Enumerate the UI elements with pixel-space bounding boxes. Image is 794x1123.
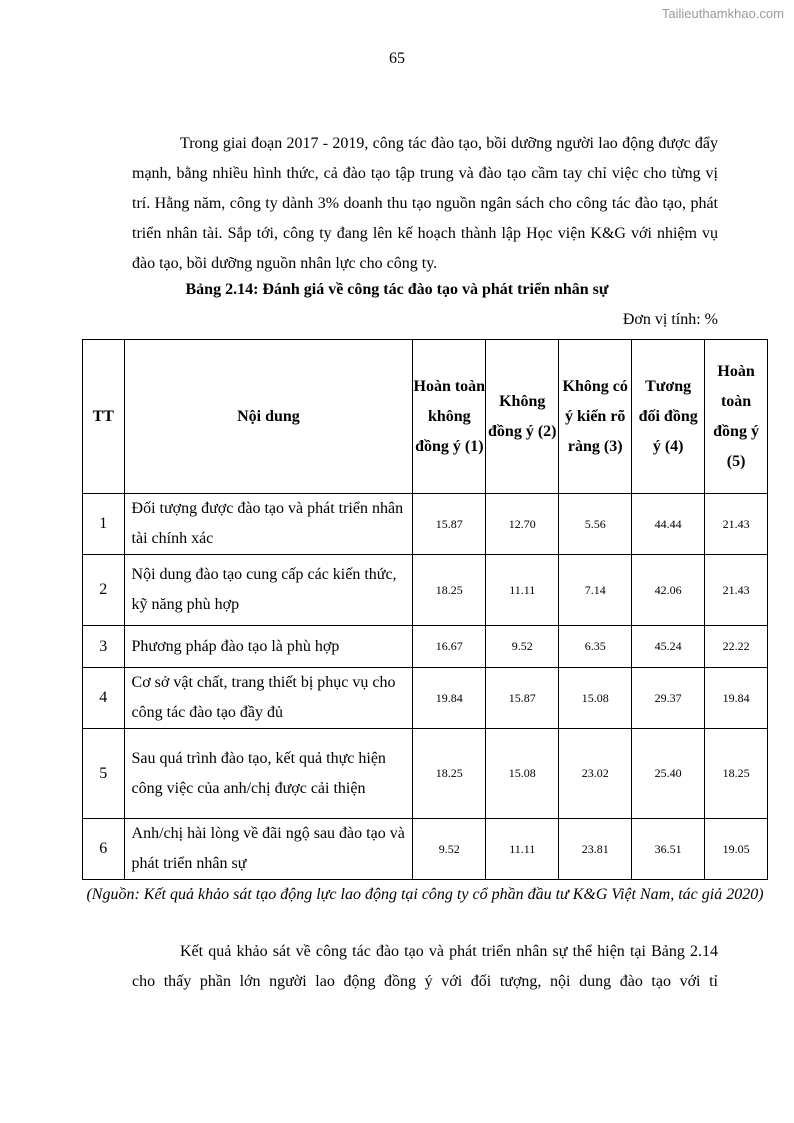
value-cell: 29.37: [632, 668, 705, 729]
value-cell: 45.24: [632, 626, 705, 668]
header-col-3: Không có ý kiến rõ ràng (3): [559, 340, 632, 494]
page-number: 65: [389, 50, 405, 67]
value-cell: 42.06: [632, 555, 705, 626]
header-col-4: Tương đối đồng ý (4): [632, 340, 705, 494]
row-content: Nội dung đào tạo cung cấp các kiến thức, kỹ năng phù hợp: [124, 555, 413, 626]
header-col-2: Không đồng ý (2): [486, 340, 559, 494]
row-number: 4: [83, 668, 125, 729]
table-row: [83, 626, 768, 668]
value-cell: 19.05: [705, 819, 768, 880]
value-cell: 9.52: [413, 819, 486, 880]
row-content: Đối tượng được đào tạo và phát triển nhân tài chính xác: [124, 494, 413, 555]
unit-label: Đơn vị tính: %: [622, 311, 718, 328]
value-cell: 19.84: [413, 668, 486, 729]
value-cell: 23.81: [559, 819, 632, 880]
value-cell: 25.40: [632, 729, 705, 819]
row-number: 2: [83, 555, 125, 626]
value-cell: 9.52: [486, 626, 559, 668]
value-cell: 18.25: [705, 729, 768, 819]
value-cell: 16.67: [413, 626, 486, 668]
table-source-note: (Nguồn: Kết quả khảo sát tạo động lực lao động tại công ty cổ phần đầu tư K&G Việt Nam, tác giả 2020): [86, 886, 764, 903]
row-number: 1: [83, 494, 125, 555]
value-cell: 15.08: [559, 668, 632, 729]
row-number: 5: [83, 729, 125, 819]
value-cell: 44.44: [632, 494, 705, 555]
value-cell: 36.51: [632, 819, 705, 880]
table-row: [83, 819, 768, 880]
header-col-5: Hoàn toàn đồng ý (5): [705, 340, 768, 494]
row-content: Anh/chị hài lòng về đãi ngộ sau đào tạo và phát triển nhân sự: [124, 819, 413, 880]
value-cell: 21.43: [705, 494, 768, 555]
value-cell: 21.43: [705, 555, 768, 626]
watermark: Tailieuthamkhao.com: [661, 6, 784, 21]
value-cell: 18.25: [413, 555, 486, 626]
value-cell: 19.84: [705, 668, 768, 729]
header-content: Nội dung: [124, 340, 413, 494]
value-cell: 11.11: [486, 555, 559, 626]
value-cell: 11.11: [486, 819, 559, 880]
row-number: 6: [83, 819, 125, 880]
table-title: Bảng 2.14: Đánh giá về công tác đào tạo và phát triển nhân sự: [185, 281, 609, 298]
value-cell: 15.87: [413, 494, 486, 555]
value-cell: 7.14: [559, 555, 632, 626]
row-content: Cơ sở vật chất, trang thiết bị phục vụ cho công tác đào tạo đầy đủ: [124, 668, 413, 729]
value-cell: 18.25: [413, 729, 486, 819]
row-content: Sau quá trình đào tạo, kết quả thực hiện công việc của anh/chị được cải thiện: [124, 729, 413, 819]
evaluation-table: [82, 339, 768, 880]
paragraph-analysis: Kết quả khảo sát về công tác đào tạo và phát triển nhân sự thể hiện tại Bảng 2.14 cho thấy phần lớn người lao động đồng ý với đối tượng, nội dung đào tạo với tỉ: [132, 943, 718, 990]
table-header-row: [83, 340, 768, 494]
row-number: 3: [83, 626, 125, 668]
value-cell: 22.22: [705, 626, 768, 668]
value-cell: 15.08: [486, 729, 559, 819]
table-row: [83, 555, 768, 626]
table-row: [83, 494, 768, 555]
row-content: Phương pháp đào tạo là phù hợp: [124, 626, 413, 668]
value-cell: 15.87: [486, 668, 559, 729]
header-tt: TT: [83, 340, 125, 494]
value-cell: 5.56: [559, 494, 632, 555]
value-cell: 6.35: [559, 626, 632, 668]
header-col-1: Hoàn toàn không đồng ý (1): [413, 340, 486, 494]
paragraph-intro: Trong giai đoạn 2017 - 2019, công tác đào tạo, bồi dưỡng người lao động được đẩy mạnh, bằng nhiều hình thức, cả đào tạo tập trung và đào tạo cầm tay chỉ việc cho từng vị trí. Hằng năm, công ty dành 3% doanh thu tạo nguồn ngân sách cho công tác đào tạo, phát triển nhân tài. Sắp tới, công ty đang lên kế hoạch thành lập Học viện K&G với nhiệm vụ đào tạo, bồi dưỡng nguồn nhân lực cho công ty.: [132, 135, 718, 272]
value-cell: 23.02: [559, 729, 632, 819]
table-row: [83, 729, 768, 819]
value-cell: 12.70: [486, 494, 559, 555]
table-row: [83, 668, 768, 729]
